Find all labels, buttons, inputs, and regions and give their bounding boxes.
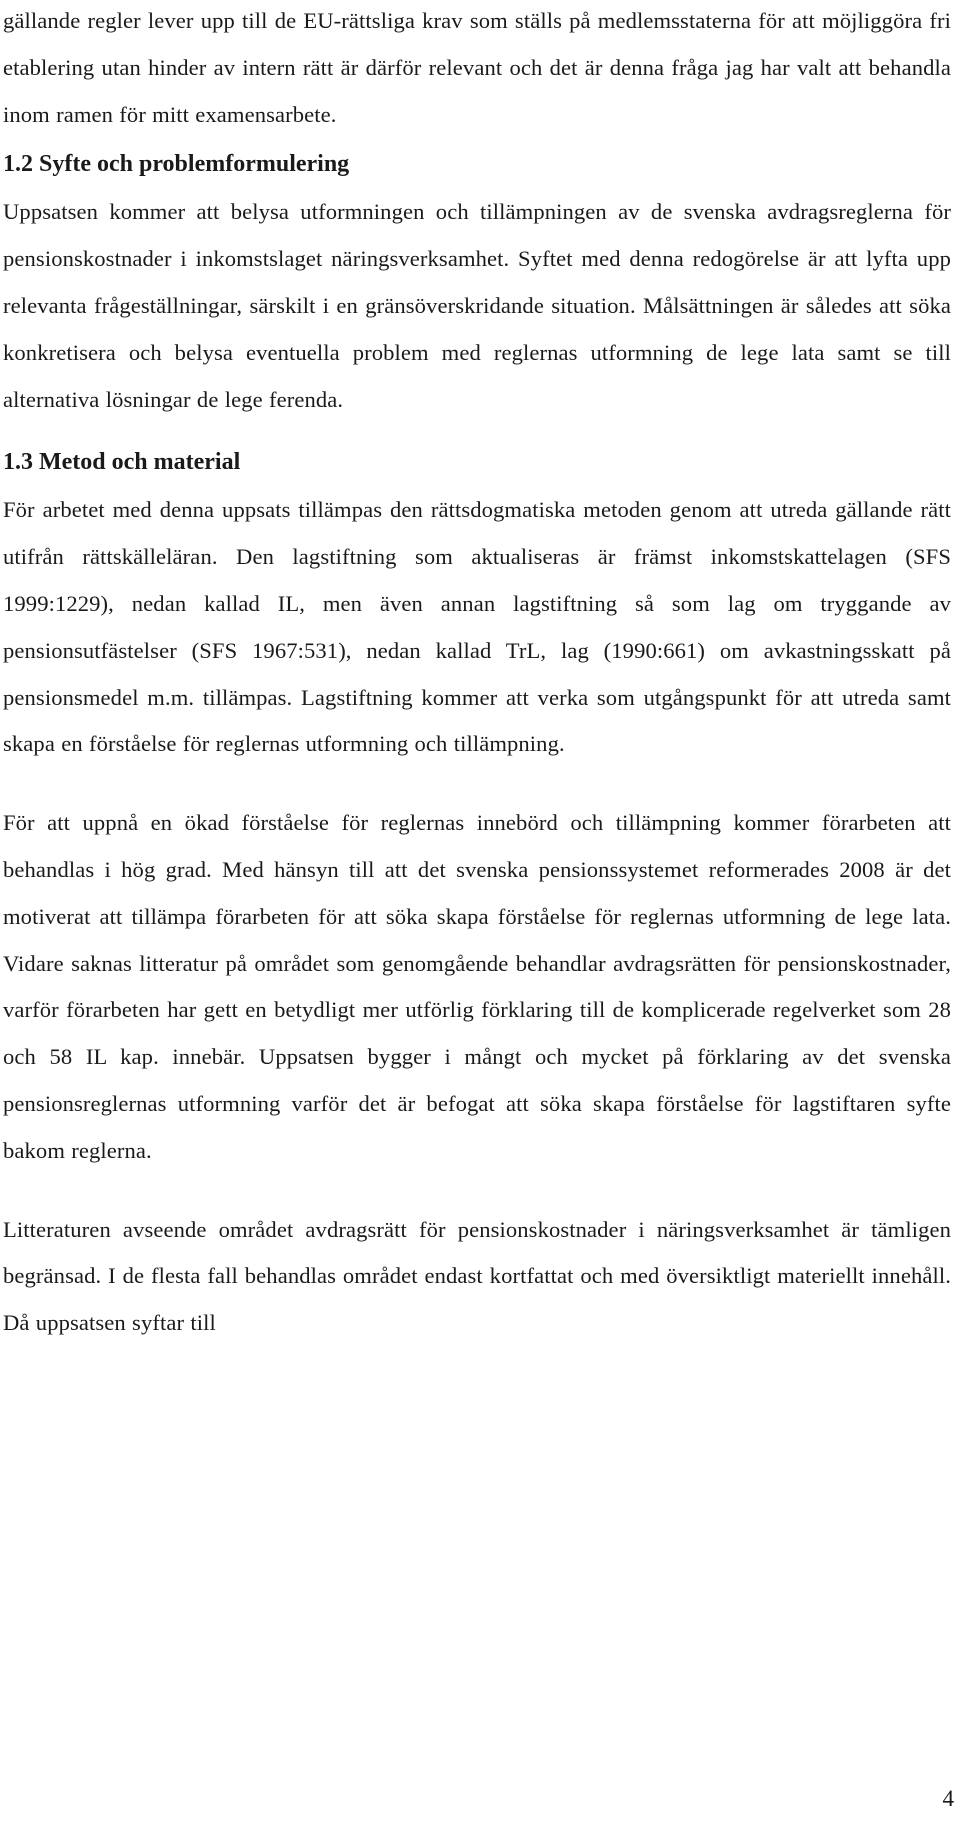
section-paragraph-metod-3: Litteraturen avseende området avdragsrätt för pensionskostnader i näringsverksamhet är tämligen begränsad. I de flesta fall behandlas området endast kortfattat och med översiktligt materiellt innehåll. Då uppsatsen syftar till [3,1216,951,1336]
section-heading-syfte: 1.2 Syfte och problemformulering [3,151,350,178]
page-content [3,0,951,1347]
section-paragraph-metod-1: För arbetet med denna uppsats tillämpas den rättsdogmatiska metoden genom att utreda gällande rätt utifrån rättskälleläran. Den lagstiftning som aktualiseras är främst inkomstskattelagen (SFS 1999:1229), nedan kallad IL, men även annan lagstiftning så som lag om tryggande av pensionsutfästelser (SFS 1967:531), nedan kallad TrL, lag (1990:661) om avkastningsskatt på pensionsmedel m.m. tillämpas. Lagstiftning kommer att verka som utgångspunkt för att utreda samt skapa en förståelse för reglernas utformning och tillämpning. [3,497,951,757]
intro-paragraph: gällande regler lever upp till de EU-rättsliga krav som ställs på medlemsstaterna för att möjliggöra fri etablering utan hinder av intern rätt är därför relevant och det är denna fråga jag har valt att behandla inom ramen för mitt examensarbete. [3,8,951,127]
page-number: 4 [942,1786,954,1811]
section-heading-metod: 1.3 Metod och material [3,449,241,476]
section-paragraph-syfte: Uppsatsen kommer att belysa utformningen och tillämpningen av de svenska avdragsreglerna för pensionskostnader i inkomstslaget näringsverksamhet. Syftet med denna redogörelse är att lyfta upp relevanta frågeställningar, särskilt i en gränsöverskridande situation. Målsättningen är således att söka konkretisera och belysa eventuella problem med reglernas utformning de lege lata samt se till alternativa lösningar de lege ferenda. [3,199,951,412]
section-paragraph-metod-2: För att uppnå en ökad förståelse för reglernas innebörd och tillämpning kommer förarbeten att behandlas i hög grad. Med hänsyn till att det svenska pensionssystemet reformerades 2008 är det motiverat att tillämpa förarbeten för att söka skapa förståelse för reglernas utformning de lege lata. Vidare saknas litteratur på området som genomgående behandlar avdragsrätten för pensionskostnader, varför förarbeten har gett en betydligt mer utförlig förklaring till de komplicerade regelverket som 28 och 58 IL kap. innebär. Uppsatsen bygger i mångt och mycket på förklaring av det svenska pensionsreglernas utformning varför det är befogat att söka skapa förståelse för lagstiftaren syfte bakom reglerna. [3,810,951,1163]
